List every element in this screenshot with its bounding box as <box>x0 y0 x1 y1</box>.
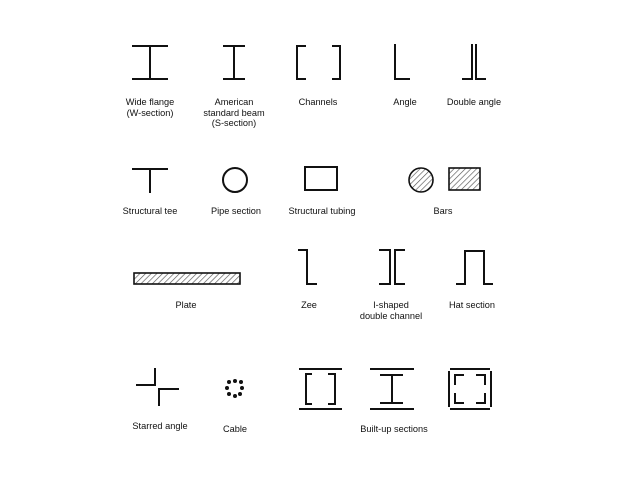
label-double-angle: Double angle <box>446 97 502 107</box>
built-up-plated-beam-shape <box>371 369 413 409</box>
structural-tee-shape <box>133 169 167 192</box>
label-american-standard-beam: American standard beam (S-section) <box>203 97 265 128</box>
label-structural-tee: Structural tee <box>122 206 178 216</box>
i-shaped-double-channel-shape <box>380 250 404 284</box>
label-channels: Channels <box>298 97 338 107</box>
label-angle: Angle <box>393 97 417 107</box>
plate-shape <box>134 273 240 284</box>
s-beam-shape <box>224 46 244 79</box>
label-zee: Zee <box>301 300 317 310</box>
label-pipe-section: Pipe section <box>210 206 262 216</box>
pipe-section-shape <box>223 168 247 192</box>
double-angle-shape <box>463 45 485 79</box>
label-plate: Plate <box>175 300 197 310</box>
label-starred-angle: Starred angle <box>132 421 188 431</box>
built-up-boxed-channels-shape <box>300 369 341 409</box>
label-cable: Cable <box>222 424 248 434</box>
label-i-shaped-double-channel: I-shaped double channel <box>359 300 423 321</box>
hat-section-shape <box>457 251 492 284</box>
structural-tubing-shape <box>305 167 337 190</box>
label-bars: Bars <box>433 206 453 216</box>
starred-angle-shape <box>137 369 178 405</box>
angle-shape <box>395 45 409 79</box>
zee-shape <box>299 250 316 284</box>
label-hat-section: Hat section <box>449 300 495 310</box>
wide-flange-shape <box>133 46 167 79</box>
cable-shape <box>225 379 244 398</box>
label-built-up-sections: Built-up sections <box>360 424 428 434</box>
round-bar-shape <box>409 168 433 192</box>
label-wide-flange: Wide flange (W-section) <box>125 97 175 118</box>
channels-shape <box>297 46 340 79</box>
built-up-box-angles-shape <box>449 369 491 409</box>
label-structural-tubing: Structural tubing <box>288 206 356 216</box>
square-bar-shape <box>449 168 480 190</box>
